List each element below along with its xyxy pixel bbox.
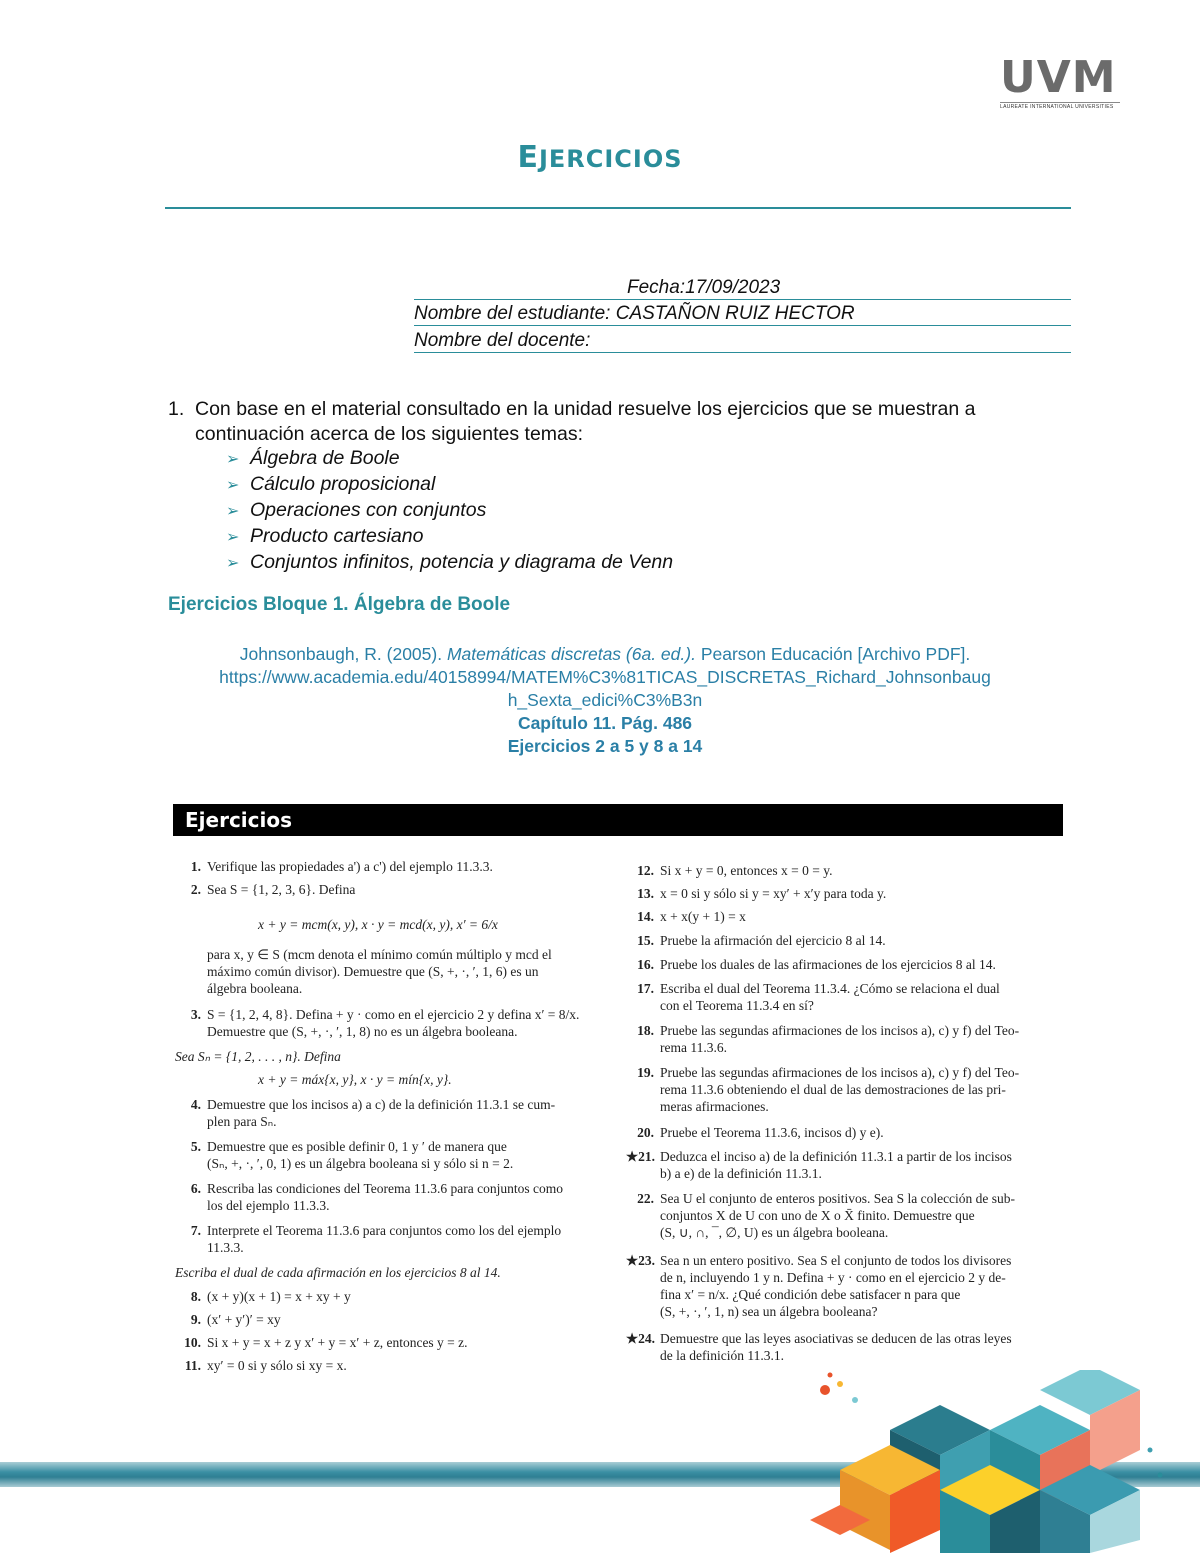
exercise-number: 20.: [637, 1125, 654, 1140]
topic-label: Conjuntos infinitos, potencia y diagrama de Venn: [250, 551, 674, 573]
reference-author: Johnsonbaugh, R. (2005).: [239, 644, 443, 664]
exercise-note: Escriba el dual de cada afirmación en los ejercicios 8 al 14.: [175, 1265, 501, 1280]
section-heading: Ejercicios Bloque 1. Álgebra de Boole: [168, 594, 511, 615]
exercise-text: de la definición 11.3.1.: [660, 1348, 784, 1363]
arrow-bullet-icon: ➢: [226, 451, 240, 468]
exercise-text: Pruebe la afirmación del ejercicio 8 al 14.: [660, 933, 886, 948]
topic-item: [226, 446, 673, 472]
exercise-number: 9.: [190, 1312, 201, 1327]
exercises-header-label: Ejercicios: [185, 808, 293, 832]
exercise-number: 17.: [637, 981, 654, 996]
exercise-number: 13.: [637, 886, 654, 901]
exercise-number: 8.: [190, 1289, 201, 1304]
exercise-number: 3.: [190, 1007, 201, 1022]
exercise-text: rema 11.3.6 obteniendo el dual de las demostraciones de las pri-: [660, 1082, 1006, 1097]
exercise-text: Verifique las propiedades a') a c') del ejemplo 11.3.3.: [207, 859, 493, 874]
exercise-text: Sea U el conjunto de enteros positivos. Sea S la colección de sub-: [660, 1191, 1016, 1206]
title-divider: [165, 207, 1071, 209]
instruction-number: 1.: [168, 398, 185, 420]
title-initial: E: [517, 140, 539, 175]
instruction-line-1: Con base en el material consultado en la unidad resuelve los ejercicios que se muestran a: [195, 398, 976, 420]
topic-item: [226, 498, 673, 524]
student-name-text: Nombre del estudiante: CASTAÑON RUIZ HECTOR: [414, 303, 855, 324]
reference-url-line-1[interactable]: https://www.academia.edu/40158994/MATEM%C3%81TICAS_DISCRETAS_Richard_Johnsonbaug: [219, 667, 991, 687]
exercise-text: Demuestre que los incisos a) a c) de la definición 11.3.1 se cum-: [207, 1097, 556, 1112]
exercise-number: 22.: [637, 1191, 654, 1206]
topic-list: [226, 446, 673, 576]
exercises-header-bar: [173, 804, 1063, 836]
exercise-number: 15.: [637, 933, 654, 948]
reference-url-line-2[interactable]: h_Sexta_edici%C3%B3n: [507, 690, 703, 710]
exercise-text: con el Teorema 11.3.4 en sí?: [660, 998, 814, 1013]
exercise-text: x + x(y + 1) = x: [660, 909, 746, 924]
exercise-text: máximo común divisor). Demuestre que (S, +, ·, ′, 1, 6) es un: [207, 964, 539, 979]
arrow-bullet-icon: ➢: [226, 477, 240, 494]
decorative-dot: [1148, 1448, 1153, 1453]
exercise-text: Pruebe los duales de las afirmaciones de los ejercicios 8 al 14.: [660, 957, 996, 972]
exercise-text: Pruebe las segundas afirmaciones de los incisos a), c) y f) del Teo-: [660, 1023, 1020, 1038]
exercise-number: 7.: [190, 1223, 201, 1238]
exercise-number: 11.: [184, 1358, 201, 1373]
reference-chapter: Capítulo 11. Pág. 486: [517, 713, 693, 733]
instruction-line-2: continuación acerca de los siguientes temas:: [195, 423, 584, 445]
instructions: [168, 397, 1073, 447]
exercise-text: (S, +, ·, ′, 1, n) sea un álgebra booleana?: [660, 1304, 878, 1319]
exercise-number: 4.: [190, 1097, 201, 1112]
exercise-text: rema 11.3.6.: [660, 1040, 727, 1055]
decorative-dot: [852, 1397, 858, 1403]
exercise-number: 1.: [190, 859, 201, 874]
exercise-text: Pruebe el Teorema 11.3.6, incisos d) y e).: [660, 1125, 884, 1140]
exercise-note: Sea Sₙ = {1, 2, . . . , n}. Defina: [175, 1049, 341, 1064]
exercise-text: Demuestre que (S, +, ·, ′, 1, 8) no es un álgebra booleana.: [207, 1024, 518, 1039]
exercise-text: álgebra booleana.: [207, 981, 303, 996]
uvm-logo: [1000, 52, 1120, 110]
teacher-name-field: [414, 329, 1071, 353]
exercise-text: (x′ + y′)′ = xy: [207, 1312, 281, 1327]
exercise-text: Rescriba las condiciones del Teorema 11.3.6 para conjuntos como: [207, 1181, 563, 1196]
date-field: [414, 276, 1071, 300]
exercise-number: 5.: [190, 1139, 201, 1154]
exercise-text: Demuestre que las leyes asociativas se deducen de las otras leyes: [660, 1331, 1012, 1346]
exercise-number: 10.: [184, 1335, 201, 1350]
decorative-dot: [828, 1373, 833, 1378]
arrow-bullet-icon: ➢: [226, 555, 240, 572]
exercise-text: S = {1, 2, 4, 8}. Defina + y · como en el ejercicio 2 y defina x′ = 8/x.: [207, 1007, 580, 1022]
exercise-number: ★21.: [626, 1149, 655, 1164]
date-text: Fecha:17/09/2023: [627, 277, 781, 298]
exercise-text: Si x + y = 0, entonces x = 0 = y.: [660, 863, 833, 878]
math-definition: x + y = máx{x, y}, x · y = mín{x, y}.: [258, 1072, 452, 1087]
exercise-number: 6.: [190, 1181, 201, 1196]
exercise-text: los del ejemplo 11.3.3.: [207, 1198, 330, 1213]
exercise-number: 14.: [637, 909, 654, 924]
exercise-text: Escriba el dual del Teorema 11.3.4. ¿Cómo se relaciona el dual: [660, 981, 1000, 996]
exercise-text: de n, incluyendo 1 y n. Defina + y · como en el ejercicio 2 y de-: [660, 1270, 1006, 1285]
student-name-field: [414, 302, 1071, 326]
decorative-dot: [1158, 1473, 1163, 1478]
exercise-text: Pruebe las segundas afirmaciones de los incisos a), c) y f) del Teo-: [660, 1065, 1020, 1080]
math-definition: x + y = mcm(x, y), x · y = mcd(x, y), x′ = 6/x: [258, 917, 498, 932]
arrow-bullet-icon: ➢: [226, 503, 240, 520]
exercise-text: Si x + y = x + z y x′ + y = x′ + z, entonces y = z.: [207, 1335, 468, 1350]
decorative-cubes-graphic: [800, 1370, 1180, 1553]
title-rest: JERCICIOS: [538, 145, 683, 173]
exercise-text: para x, y ∈ S (mcm denota el mínimo común múltiplo y mcd el: [207, 947, 552, 962]
exercise-text: fina x′ = n/x. ¿Qué condición debe satisfacer n para que: [660, 1287, 961, 1302]
exercise-number: ★24.: [626, 1331, 655, 1346]
topic-label: Álgebra de Boole: [250, 447, 400, 469]
teacher-name-text: Nombre del docente:: [414, 330, 591, 351]
topic-item: [226, 524, 673, 550]
exercise-text: (S, ∪, ∩, ¯, ∅, U) es un álgebra booleana.: [660, 1225, 889, 1240]
exercise-text: Deduzca el inciso a) de la definición 11.3.1 a partir de los incisos: [660, 1149, 1012, 1164]
exercise-text: (Sₙ, +, ·, ′, 0, 1) es un álgebra booleana si y sólo si n = 2.: [207, 1156, 514, 1171]
cube-shapes: [810, 1370, 1140, 1553]
exercise-text: xy′ = 0 si y sólo si xy = x.: [207, 1358, 347, 1373]
page-title: [0, 140, 1200, 175]
exercise-text: Interprete el Teorema 11.3.6 para conjuntos como los del ejemplo: [207, 1223, 562, 1238]
exercise-number: 18.: [637, 1023, 654, 1038]
exercise-number: 19.: [637, 1065, 654, 1080]
exercise-text: 11.3.3.: [207, 1240, 244, 1255]
exercise-text: meras afirmaciones.: [660, 1099, 769, 1114]
bibliographic-reference: [140, 643, 1070, 758]
exercise-text: Sea S = {1, 2, 3, 6}. Defina: [207, 882, 356, 897]
exercise-text: plen para Sₙ.: [207, 1114, 277, 1129]
arrow-bullet-icon: ➢: [226, 529, 240, 546]
exercise-text: x = 0 si y sólo si y = xy′ + x′y para toda y.: [660, 886, 887, 901]
exercise-number: 16.: [637, 957, 654, 972]
reference-citation: [140, 643, 1070, 666]
reference-book: Matemáticas discretas (6a. ed.).: [446, 644, 696, 664]
exercise-text: Demuestre que es posible definir 0, 1 y ′ de manera que: [207, 1139, 507, 1154]
reference-publisher: Pearson Educación [Archivo PDF].: [700, 644, 971, 664]
reference-exercises: Ejercicios 2 a 5 y 8 a 14: [507, 736, 703, 756]
exercise-number: ★23.: [626, 1253, 655, 1268]
exercise-text: conjuntos X de U con uno de X o X̄ finito. Demuestre que: [660, 1208, 975, 1223]
exercise-number: 12.: [637, 863, 654, 878]
exercise-text: b) a e) de la definición 11.3.1.: [660, 1166, 822, 1181]
exercise-text: (x + y)(x + 1) = x + xy + y: [207, 1289, 351, 1304]
topic-item: [226, 472, 673, 498]
exercise-text: Sea n un entero positivo. Sea S el conjunto de todos los divisores: [660, 1253, 1012, 1268]
topic-label: Cálculo proposicional: [250, 473, 436, 495]
exercise-number: 2.: [190, 882, 201, 897]
topic-label: Producto cartesiano: [250, 525, 424, 547]
topic-item: [226, 550, 673, 576]
decorative-dot: [820, 1385, 830, 1395]
logo-text: UVM: [1000, 52, 1117, 103]
decorative-dot: [837, 1381, 843, 1387]
logo-subtext: LAUREATE INTERNATIONAL UNIVERSITIES: [1000, 102, 1120, 110]
topic-label: Operaciones con conjuntos: [250, 499, 487, 521]
